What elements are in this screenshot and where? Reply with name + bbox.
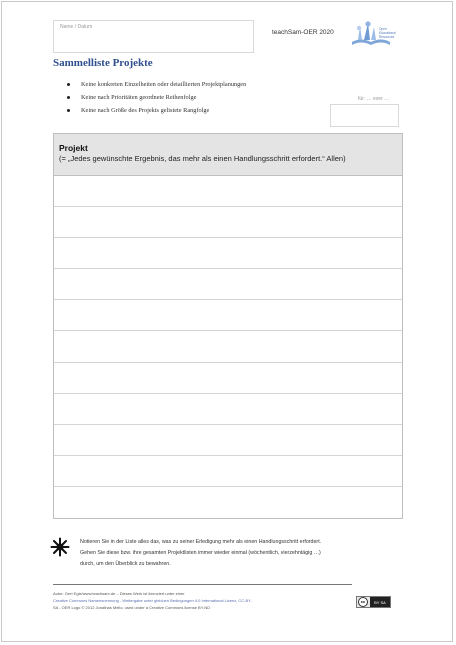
cc-icon: cc — [358, 597, 368, 607]
table-row[interactable] — [54, 331, 402, 362]
logo-text-3: Resources — [379, 35, 395, 39]
note-line: Gehen Sie diese bzw. ihre gesamten Projektlisten immer wieder einmal (wöchentlich, vierzehntägig …) — [80, 550, 321, 556]
list-item-text: Keine nach Größe des Projekts gelistete Rangfolge — [81, 107, 210, 114]
table-header-subtitle: (= „Jedes gewünschte Ergebnis, das mehr als einen Handlungsschritt erfordert.“ Allen) — [59, 154, 346, 163]
list-item — [67, 93, 246, 106]
for-label: für: … exer … — [358, 96, 390, 102]
for-field[interactable] — [330, 104, 399, 127]
logo-text-1: Open — [379, 27, 387, 31]
note-text — [80, 537, 400, 570]
list-item — [67, 106, 246, 119]
table-header-title: Projekt — [59, 143, 88, 153]
by-sa-label: BY SA — [370, 597, 390, 607]
name-date-field[interactable] — [53, 20, 254, 53]
list-item-text: Keine konkreten Einzelheiten oder detaillierten Projektplanungen — [81, 81, 247, 88]
site-label: teachSam-OER 2020 — [272, 29, 334, 36]
table-row[interactable] — [54, 238, 402, 269]
bullet-icon — [67, 83, 70, 86]
bullet-icon — [67, 109, 70, 112]
table-body — [54, 176, 402, 518]
note-line: durch, um den Überblick zu bewahren. — [80, 561, 171, 567]
list-item-text: Keine nach Prioritäten geordnete Reihenfolge — [81, 94, 197, 101]
footer-line: Autor: Gert Egle/www.teachsam.de – Dieses Werk ist lizenziert unter einer — [53, 591, 185, 596]
table-row[interactable] — [54, 363, 402, 394]
table-row[interactable] — [54, 269, 402, 300]
table-row[interactable] — [54, 487, 402, 518]
logo-text-2: Educational — [379, 31, 396, 35]
footer-line: SA - OER Logo © 2012 Jonathas Mello, used under a Creative Commons license BY-ND — [53, 605, 211, 610]
table-row[interactable] — [54, 300, 402, 331]
sparkle-burst-icon — [50, 537, 70, 557]
name-date-label: Name / Datum — [60, 24, 93, 30]
license-link[interactable]: Creative Commons Namensnennung - Weitergabe unter gleichen Bedingungen 4.0 International Lizenz, CC-BY- — [53, 598, 252, 603]
table-row[interactable] — [54, 394, 402, 425]
table-row[interactable] — [54, 176, 402, 207]
table-header — [54, 134, 402, 176]
table-row[interactable] — [54, 425, 402, 456]
footer-divider — [53, 584, 352, 585]
oer-logo-icon — [346, 20, 396, 50]
page-title: Sammelliste Projekte — [53, 57, 153, 69]
table-row[interactable] — [54, 456, 402, 487]
list-item — [67, 80, 246, 93]
project-table — [53, 133, 403, 519]
bullet-icon — [67, 96, 70, 99]
cc-license-badge[interactable] — [356, 596, 391, 608]
note-line: Notieren Sie in der Liste alles das, was zu seiner Erledigung mehr als einen Handlungsschritt erfordert. — [80, 539, 322, 545]
table-row[interactable] — [54, 207, 402, 238]
footer-license — [53, 590, 353, 611]
criteria-list — [67, 80, 246, 119]
